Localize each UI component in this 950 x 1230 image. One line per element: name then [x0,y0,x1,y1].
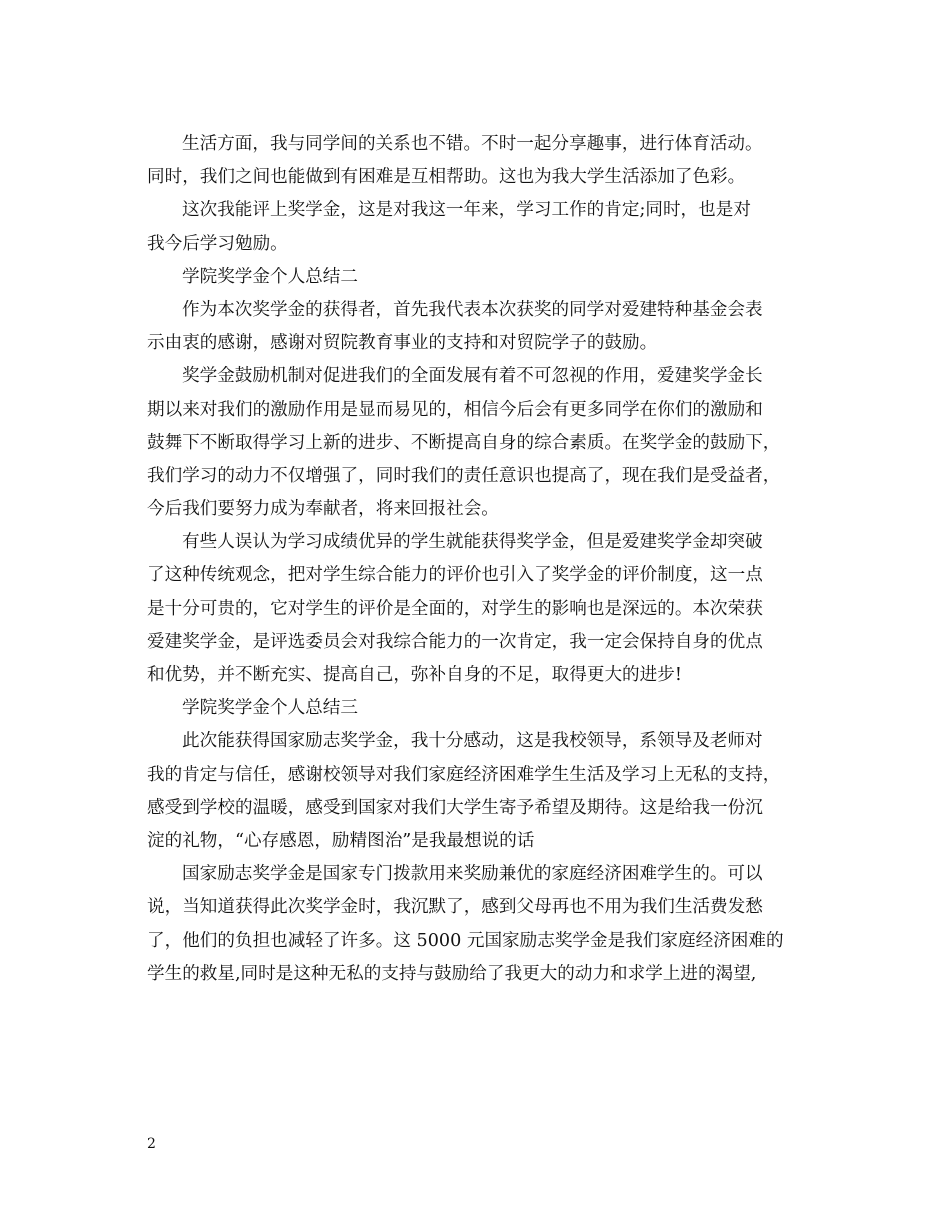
paragraph-line: 国家励志奖学金是国家专门拨款用来奖励兼优的家庭经济困难学生的。可以 [182,864,763,885]
paragraph-line: 期以来对我们的激励作用是显而易见的，相信今后会有更多同学在你们的激励和 [147,399,763,420]
paragraph-line: 感受到学校的温暖，感受到国家对我们大学生寄予希望及期待。这是给我一份沉 [147,797,763,818]
paragraph-line: 说，当知道获得此次奖学金时，我沉默了，感到父母再也不用为我们生活费发愁 [147,897,763,918]
document-body [147,128,807,991]
paragraph-line: 和优势，并不断充实、提高自己，弥补自身的不足，取得更大的进步! [147,665,682,685]
paragraph-line: 鼓舞下不断取得学习上新的进步、不断提高自身的综合素质。在奖学金的鼓励下， [147,432,781,453]
paragraph-line: 同时，我们之间也能做到有困难是互相帮助。这也为我大学生活添加了色彩。 [147,167,746,188]
paragraph-line: 我们学习的动力不仅增强了，同时我们的责任意识也提高了，现在我们是受益者， [147,465,781,486]
paragraph-line: 了这种传统观念，把对学生综合能力的评价也引入了奖学金的评价制度，这一点 [147,565,763,586]
paragraph-line: 有些人误认为学习成绩优异的学生就能获得奖学金，但是爱建奖学金却突破 [182,532,763,553]
paragraph-line: 此次能获得国家励志奖学金，我十分感动，这是我校领导，系领导及老师对 [182,731,763,752]
paragraph-line: 我的肯定与信任，感谢校领导对我们家庭经济困难学生生活及学习上无私的支持， [147,764,781,785]
paragraph-line: 了，他们的负担也减轻了许多。这 5000 元国家励志奖学金是我们家庭经济困难的 [147,930,784,951]
paragraph-line: 是十分可贵的，它对学生的评价是全面的，对学生的影响也是深远的。本次荣获 [147,598,763,619]
section-heading: 学院奖学金个人总结三 [182,698,358,719]
paragraph-line: 奖学金鼓励机制对促进我们的全面发展有着不可忽视的作用，爱建奖学金长 [182,366,763,387]
paragraph-line: 生活方面，我与同学间的关系也不错。不时一起分享趣事，进行体育活动。 [182,134,763,154]
paragraph-line: 学生的救星,同时是这种无私的支持与鼓励给了我更大的动力和求学上进的渴望, [147,963,757,984]
paragraph-line: 淀的礼物，“心存感恩，励精图治”是我最想说的话 [147,830,535,851]
paragraph-line: 示由衷的感谢，感谢对贸院教育事业的支持和对贸院学子的鼓励。 [147,333,658,354]
section-heading: 学院奖学金个人总结二 [182,266,358,287]
paragraph-line: 今后我们要努力成为奉献者，将来回报社会。 [147,499,499,520]
page-number: 2 [147,1136,156,1152]
paragraph-line: 我今后学习勉励。 [147,233,288,254]
paragraph-line: 作为本次奖学金的获得者，首先我代表本次获奖的同学对爱建特种基金会表 [182,299,763,320]
paragraph-line: 这次我能评上奖学金，这是对我这一年来，学习工作的肯定;同时，也是对 [182,200,751,221]
paragraph-line: 爱建奖学金，是评选委员会对我综合能力的一次肯定，我一定会保持自身的优点 [147,631,763,652]
